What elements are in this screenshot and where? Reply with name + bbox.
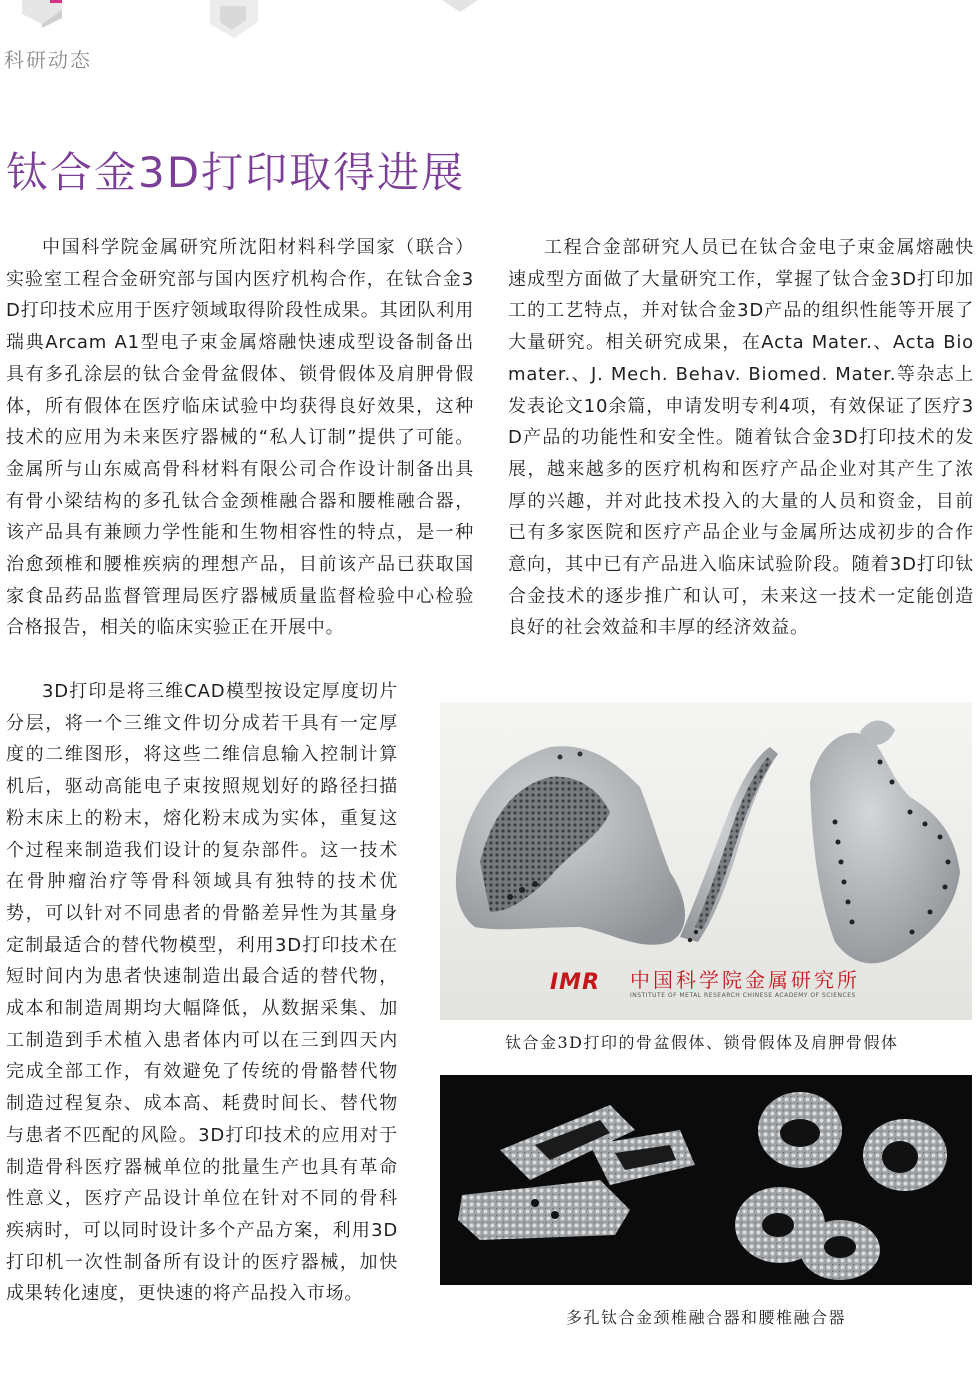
implants-photo bbox=[440, 702, 972, 1020]
imr-logo-subtitle: INSTITUTE OF METAL RESEARCH CHINESE ACADEMY OF SCIENCES bbox=[630, 992, 856, 999]
imr-logo-name: 中国科学院金属研究所 bbox=[630, 968, 860, 992]
figure-caption-2: 多孔钛合金颈椎融合器和腰椎融合器 bbox=[566, 1308, 847, 1327]
article-paragraph-1: 中国科学院金属研究所沈阳材料科学国家（联合）实验室工程合金研究部与国内医疗机构合作，在钛合金3D打印技术应用于医疗领域取得阶段性成果。其团队利用瑞典Arcam A1型电子束金属熔融快速成型设备制备出具有多孔涂层的钛合金骨盆假体、锁骨假体及肩胛骨假体，所有假体在医疗临床试验中均获得良好效果，这种技术的应用为未来医疗器械的“私人订制”提供了可能。金属所与山东威高骨科材料有限公司合作设计制备出具有骨小梁结构的多孔钛合金颈椎融合器和腰椎融合器，该产品具有兼顾力学性能和生物相容性的特点，是一种治愈颈椎和腰椎疾病的理想产品，目前该产品已获取国家食品药品监督管理局医疗器械质量监督检验中心检验合格报告，相关的临床实验正在开展中。 bbox=[6, 237, 474, 639]
cervical-cage-1 bbox=[758, 1092, 842, 1168]
decorative-cube-left bbox=[22, 0, 62, 28]
figure-caption-1: 钛合金3D打印的骨盆假体、锁骨假体及肩胛骨假体 bbox=[505, 1033, 899, 1052]
decorative-cube-center bbox=[210, 0, 258, 40]
article-paragraph-3: 工程合金部研究人员已在钛合金电子束金属熔融快速成型方面做了大量研究工作，掌握了钛合金3D打印加工的工艺特点，并对钛合金3D产品的组织性能等开展了大量研究。相关研究成果，在Acta Mater.、Acta Biomater.、J. Mech. Behav. Biomed. Mater.等杂志上发表论文10余篇，申请发明专利4项，有效保证了医疗3D产品的功能性和安全性。随着钛合金3D打印技术的发展，越来越多的医疗机构和医疗产品企业对其产生了浓厚的兴趣，并对此技术投入的大量的人员和资金，目前已有多家医院和医疗产品企业与金属所达成初步的合作意向，其中已有产品进入临床试验阶段。随着3D打印钛合金技术的逐步推广和认可，未来这一技术一定能创造良好的社会效益和丰厚的经济效益。 bbox=[508, 237, 974, 639]
cervical-cage-4 bbox=[800, 1220, 880, 1280]
fusion-cages-photo bbox=[440, 1075, 972, 1285]
imr-logo: IMR bbox=[550, 970, 601, 995]
fusion-cages-illustration bbox=[440, 1075, 972, 1285]
decorative-cube-right bbox=[442, 0, 478, 12]
cervical-cage-2 bbox=[863, 1119, 947, 1191]
section-label: 科研动态 bbox=[4, 48, 92, 72]
article-title: 钛合金3D打印取得进展 bbox=[6, 148, 466, 197]
article-paragraph-2: 3D打印是将三维CAD模型按设定厚度切片分层，将一个三维文件切分成若干具有一定厚度的二维图形，将这些二维信息输入控制计算机后，驱动高能电子束按照规划好的路径扫描粉末床上的粉末，熔化粉末成为实体，重复这个过程来制造我们设计的复杂部件。这一技术在骨肿瘤治疗等骨科领域具有独特的技术优势，可以针对不同患者的骨骼差异性为其量身定制最适合的替代物模型，利用3D打印技术在短时间内为患者快速制造出最合适的替代物，成本和制造周期均大幅降低，从数据采集、加工制造到手术植入患者体内可以在三到四天内完成全部工作，有效避免了传统的骨骼替代物制造过程复杂、成本高、耗费时间长、替代物与患者不匹配的风险。3D打印技术的应用对于制造骨科医疗器械单位的批量生产也具有革命性意义，医疗产品设计单位在针对不同的骨科疾病时，可以同时设计多个产品方案，利用3D打印机一次性制备所有设计的医疗器械，加快成果转化速度，更快速的将产品投入市场。 bbox=[6, 681, 398, 1305]
